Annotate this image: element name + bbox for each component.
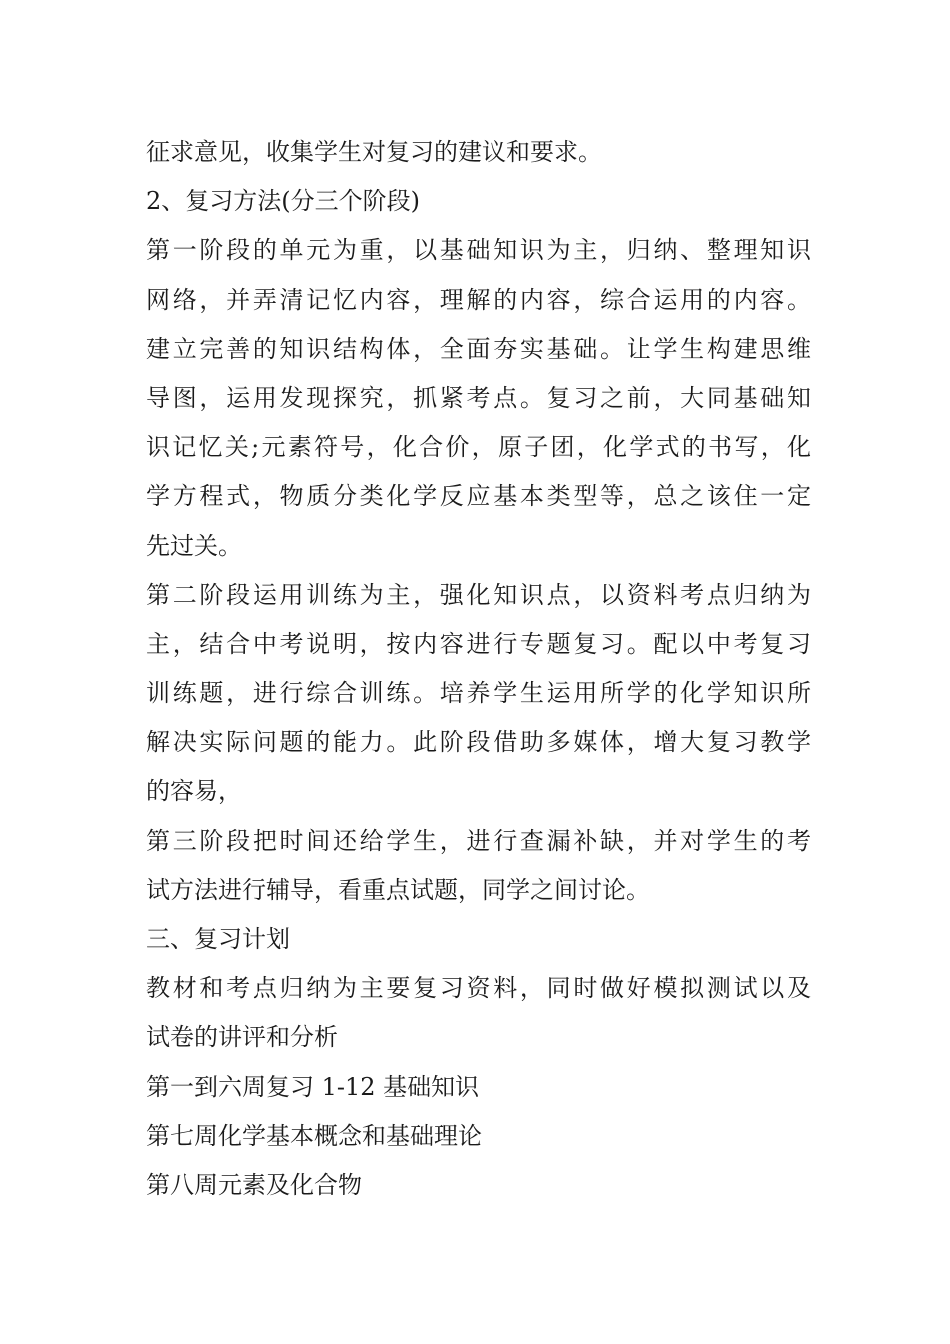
text-line: 识记忆关;元素符号，化合价，原子团，化学式的书写，化 (146, 433, 811, 462)
text-line: 训练题，进行综合训练。培养学生运用所学的化学知识所 (146, 679, 811, 708)
text-line: 征求意见，收集学生对复习的建议和要求。 (146, 138, 602, 166)
text-line: 的容易， (146, 777, 242, 806)
text-line: 第七周化学基本概念和基础理论 (146, 1121, 482, 1150)
text-line: 第一阶段的单元为重，以基础知识为主，归纳、整理知识 (146, 236, 811, 265)
text-line: 第八周元素及化合物 (146, 1170, 362, 1199)
text-line: 试卷的讲评和分析 (146, 1023, 338, 1052)
section-heading: 三、复习计划 (146, 925, 290, 953)
text-line: 解决实际问题的能力。此阶段借助多媒体，增大复习教学 (146, 728, 811, 757)
text-line: 先过关。 (146, 531, 242, 560)
text-line: 建立完善的知识结构体，全面夯实基础。让学生构建思维 (146, 334, 811, 363)
text-line: 主，结合中考说明，按内容进行专题复习。配以中考复习 (146, 629, 811, 658)
text-line: 第一到六周复习 1-12 基础知识 (146, 1072, 480, 1101)
text-line: 第二阶段运用训练为主，强化知识点，以资料考点归纳为 (146, 580, 811, 609)
text-line: 学方程式，物质分类化学反应基本类型等，总之该住一定 (146, 482, 811, 511)
text-line: 教材和考点归纳为主要复习资料，同时做好模拟测试以及 (146, 974, 811, 1003)
text-line: 试方法进行辅导，看重点试题，同学之间讨论。 (146, 875, 650, 904)
text-line: 第三阶段把时间还给学生，进行查漏补缺，并对学生的考 (146, 826, 811, 855)
document-body (146, 128, 811, 1210)
text-line: 导图，运用发现探究，抓紧考点。复习之前，大同基础知 (146, 383, 811, 412)
text-line: 2、复习方法(分三个阶段) (146, 187, 420, 216)
text-line: 网络，并弄清记忆内容，理解的内容，综合运用的内容。 (146, 285, 811, 314)
